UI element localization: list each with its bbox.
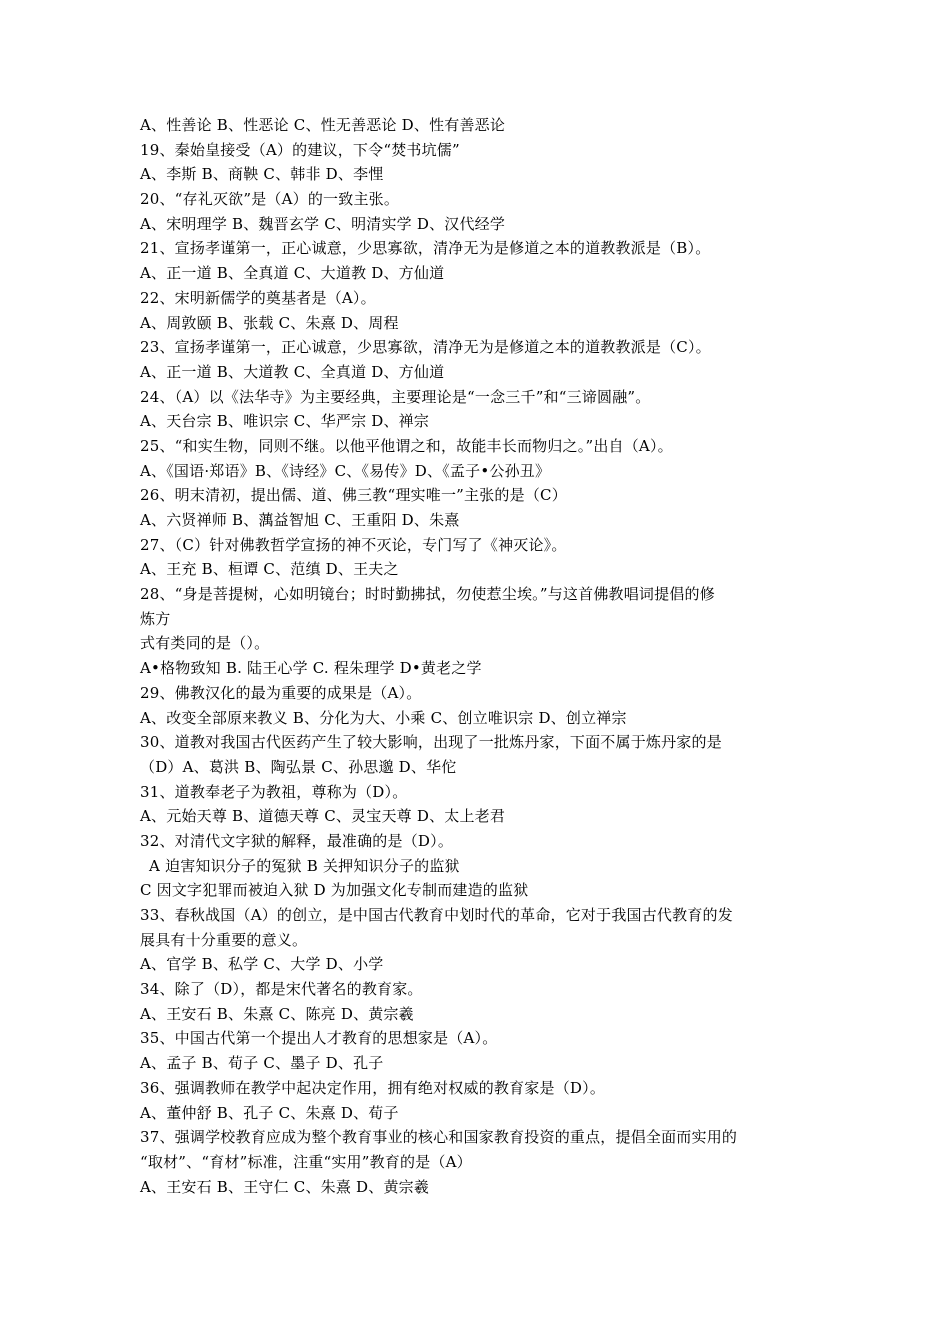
question-35: 35、中国古代第一个提出人才教育的思想家是（A）。	[140, 1029, 498, 1048]
options-line-34: A、王安石 B、朱熹 C、陈亮 D、黄宗羲	[140, 1004, 414, 1023]
question-29: 29、佛教汉化的最为重要的成果是（A）。	[140, 683, 422, 702]
question-37-cont: “取材”、“育材”标准，注重“实用”教育的是（A）	[140, 1152, 472, 1171]
options-line-31: A、元始天尊 B、道德天尊 C、灵宝天尊 D、太上老君	[140, 807, 506, 826]
options-line-32-a: A 迫害知识分子的冤狱 B 关押知识分子的监狱	[149, 856, 460, 875]
question-28: 28、“身是菩提树，心如明镜台；时时勤拂拭，勿使惹尘埃。”与这首佛教唱词提倡的修	[140, 585, 715, 604]
question-24: 24、（A）以《法华寺》为主要经典，主要理论是“一念三千”和“三谛圆融”。	[140, 387, 651, 406]
options-line-33: A、官学 B、私学 C、大学 D、小学	[140, 955, 384, 974]
question-25: 25、“和实生物，同则不继。以他平他谓之和，故能丰长而物归之。”出自（A）。	[140, 436, 673, 455]
options-line-24: A、天台宗 B、唯识宗 C、华严宗 D、禅宗	[140, 412, 430, 431]
question-list	[140, 113, 820, 1199]
options-line-21: A、正一道 B、全真道 C、大道教 D、方仙道	[140, 264, 445, 283]
question-21: 21、宣扬孝谨第一，正心诚意，少思寡欲，清净无为是修道之本的道教教派是（B）。	[140, 239, 711, 258]
options-line-25: A、《国语·郑语》B、《诗经》C、《易传》D、《孟子•公孙丑》	[140, 461, 551, 480]
question-26: 26、明末清初，提出儒、道、佛三教“理实唯一”主张的是（C）	[140, 486, 567, 505]
options-line-26: A、六贤禅师 B、蕅益智旭 C、王重阳 D、朱熹	[140, 511, 460, 529]
options-line-20: A、宋明理学 B、魏晋玄学 C、明清实学 D、汉代经学	[140, 214, 506, 233]
question-30: 30、道教对我国古代医药产生了较大影响，出现了一批炼丹家，下面不属于炼丹家的是	[140, 733, 722, 752]
options-line-35: A、孟子 B、荀子 C、墨子 D、孔子	[140, 1054, 384, 1073]
question-30-cont-options: （D）A、葛洪 B、陶弘景 C、孙思邈 D、华佗	[140, 757, 457, 776]
options-line-22: A、周敦颐 B、张载 C、朱熹 D、周程	[140, 313, 399, 332]
question-31: 31、道教奉老子为教祖，尊称为（D）。	[140, 782, 408, 801]
question-22: 22、宋明新儒学的奠基者是（A）。	[140, 288, 376, 307]
options-line-18: A、性善论 B、性恶论 C、性无善恶论 D、性有善恶论	[140, 116, 506, 134]
options-line-19: A、李斯 B、商鞅 C、韩非 D、李悝	[140, 165, 384, 184]
question-28-cont-1: 炼方	[140, 609, 171, 628]
options-line-27: A、王充 B、桓谭 C、范缜 D、王夫之	[140, 560, 399, 579]
question-37: 37、强调学校教育应成为整个教育事业的核心和国家教育投资的重点，提倡全面而实用的	[140, 1128, 738, 1147]
options-line-28: A•格物致知 B. 陆王心学 C. 程朱理学 D•黄老之学	[140, 659, 482, 678]
question-27: 27、（C）针对佛教哲学宣扬的神不灭论，专门写了《神灭论》。	[140, 535, 567, 554]
question-19: 19、秦始皇接受（A）的建议，下令“焚书坑儒”	[140, 140, 460, 159]
question-36: 36、强调教师在教学中起决定作用，拥有绝对权威的教育家是（D）。	[140, 1078, 606, 1097]
question-33-cont: 展具有十分重要的意义。	[140, 930, 308, 949]
question-28-cont-2: 式有类同的是（）。	[140, 634, 270, 653]
options-line-29: A、改变全部原来教义 B、分化为大、小乘 C、创立唯识宗 D、创立禅宗	[140, 708, 627, 727]
options-line-36: A、董仲舒 B、孔子 C、朱熹 D、荀子	[140, 1103, 399, 1122]
question-32: 32、对清代文字狱的解释，最准确的是（D）。	[140, 831, 454, 850]
question-33: 33、春秋战国（A）的创立，是中国古代教育中划时代的革命，它对于我国古代教育的发	[140, 906, 733, 924]
question-34: 34、除了（D），都是宋代著名的教育家。	[140, 980, 423, 999]
question-20: 20、“存礼灭欲”是（A）的一致主张。	[140, 190, 400, 209]
options-line-32-b: C 因文字犯罪而被迫入狱 D 为加强文化专制而建造的监狱	[140, 881, 529, 900]
options-line-37: A、王安石 B、王守仁 C、朱熹 D、黄宗羲	[140, 1177, 430, 1196]
question-23: 23、宣扬孝谨第一，正心诚意，少思寡欲，清净无为是修道之本的道教教派是（C）。	[140, 338, 711, 357]
options-line-23: A、正一道 B、大道教 C、全真道 D、方仙道	[140, 362, 445, 381]
